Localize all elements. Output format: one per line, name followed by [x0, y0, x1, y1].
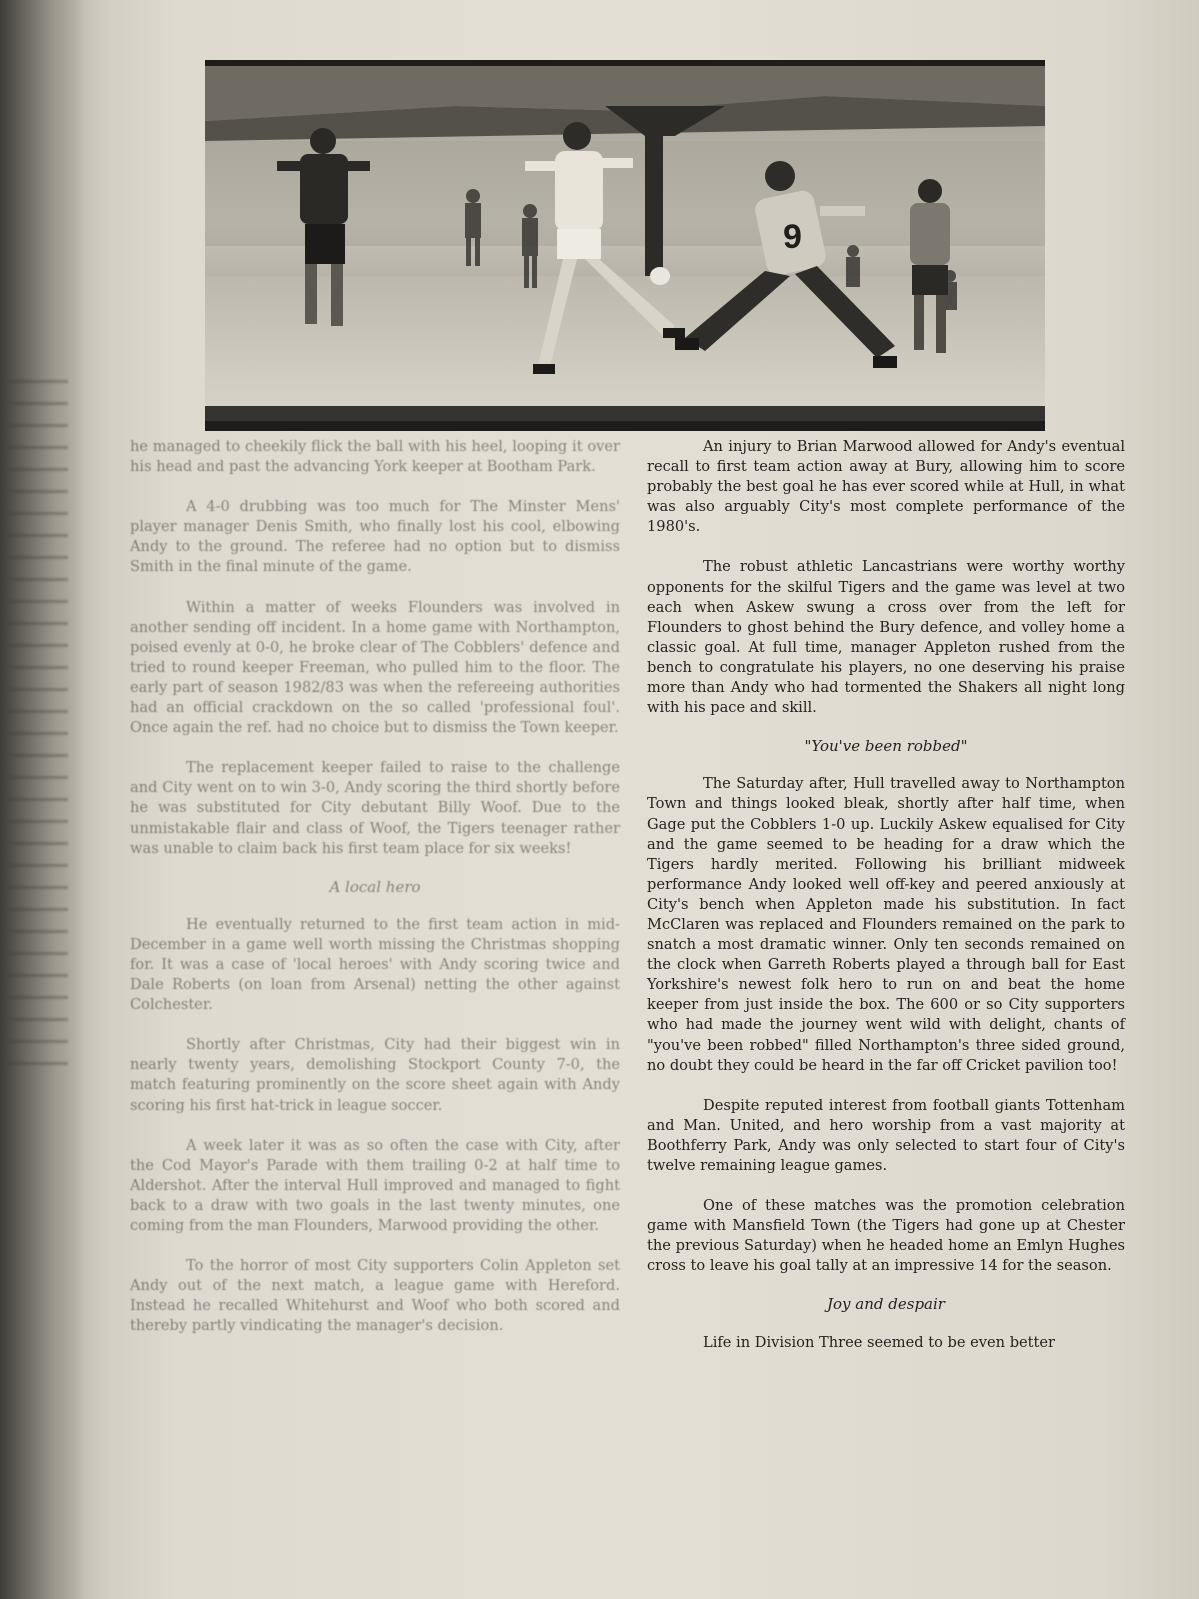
paragraph: Life in Division Three seemed to be even better	[703, 1333, 1056, 1351]
paragraph: One of these matches was the promotion celebration game with Mansfield Town (the Tigers had gone up at Chester the previous Saturday) when he headed home an Emlyn Hughes cross to leave his goal tally at an impressive 14 for the season.	[647, 1197, 1125, 1275]
section-heading: "You've been robbed"	[804, 737, 968, 756]
paragraph: Despite reputed interest from football giants Tottenham and Man. United, and hero worship from a vast majority at Boothferry Park, Andy was only selected to start four of City's twelve remaining league games.	[647, 1096, 1125, 1174]
paragraph: The Saturday after, Hull travelled away to Northampton Town and things looked bleak, shortly after half time, when Gage put the Cobblers 1-0 up. Luckily Askew equalised for City and the game seemed to be heading for a draw which the Tigers hardly merited. Following his brilliant midweek performance Andy looked well off-key and peered anxiously at City's bench when Appleton made his substitution. In fact McClaren was replaced and Flounders remained on the park to snatch a most dramatic winner. Only ten seconds remained on the clock when Garreth Roberts played a through ball for East Yorkshire's newest folk hero to run on and beat the home keeper from just inside the box. The 600 or so City supporters who had made the journey went wild with delight, chants of "you've been robbed" filled Northampton's three sided ground, no doubt they could be heard in the far off Cricket pavilion too!	[647, 775, 1125, 1074]
football-action-photo	[205, 66, 1045, 406]
book-gutter	[0, 0, 85, 1599]
paragraph: An injury to Brian Marwood allowed for Andy's eventual recall to first team action away at Bury, allowing him to score probably the best goal he has ever scored while at Hull, in what was also arguably City's most complete performance of the 1980's.	[647, 438, 1125, 536]
paragraph: The replacement keeper failed to raise to the challenge and City went on to win 3-0, Andy scoring the third shortly before he was substituted for City debutant Billy Woof. Due to the unmistakable flair and class of Woof, the Tigers teenager rather was unable to claim back his first team place for six weeks!	[130, 759, 620, 857]
paragraph: To the horror of most City supporters Colin Appleton set Andy out of the next match, a league game with Hereford. Instead he recalled Whitehurst and Woof who both scored and thereby partly vindicating the manager's decision.	[130, 1257, 620, 1335]
paragraph: Within a matter of weeks Flounders was involved in another sending off incident. In a home game with Northampton, poised evenly at 0-0, he broke clear of The Cobblers' defence and tried to round keeper Freeman, who pulled him to the floor. The early part of season 1982/83 was when the refereeing authorities had an official crackdown on the so called 'professional foul'. Once again the ref. had no choice but to dismiss the Town keeper.	[130, 598, 620, 737]
match-photo	[205, 60, 1045, 431]
shirt-number: 9	[783, 218, 802, 256]
paragraph: He eventually returned to the first team action in mid-December in a game well worth missing the Christmas shopping for. It was a case of 'local heroes' with Andy scoring twice and Dale Roberts (on loan from Arsenal) netting the other against Colchester.	[130, 915, 620, 1014]
facing-page-text-shadow	[8, 380, 68, 1080]
paragraph: he managed to cheekily flick the ball with his heel, looping it over his head and past the advancing York keeper at Bootham Park.	[130, 438, 620, 476]
paragraph: The robust athletic Lancastrians were worthy worthy opponents for the skilful Tigers and the game was level at two each when Askew swung a cross over from the left for Flounders to ghost behind the Bury defence, and volley home a classic goal. At full time, manager Appleton rushed from the bench to congratulate his players, no one deserving his praise more than Andy who had tormented the Shakers all night long with his pace and skill.	[647, 558, 1125, 717]
section-heading: Joy and despair	[827, 1295, 945, 1314]
right-column	[647, 437, 1125, 1353]
section-heading: A local hero	[329, 877, 421, 896]
paragraph: Shortly after Christmas, City had their biggest win in nearly twenty years, demolishing Stockport County 7-0, the match featuring prominently on the score sheet again with Andy scoring his first hat-trick in league soccer.	[130, 1036, 620, 1114]
paragraph: A 4-0 drubbing was too much for The Minster Mens' player manager Denis Smith, who finally lost his cool, elbowing Andy to the ground. The referee had no option but to dismiss Smith in the final minute of the game.	[130, 498, 620, 576]
left-column	[130, 437, 620, 1336]
paragraph: A week later it was as so often the case with City, after the Cod Mayor's Parade with them trailing 0-2 at half time to Aldershot. After the interval Hull improved and managed to fight back to a draw with two goals in the last twenty minutes, one coming from the man Flounders, Marwood providing the other.	[130, 1136, 620, 1234]
